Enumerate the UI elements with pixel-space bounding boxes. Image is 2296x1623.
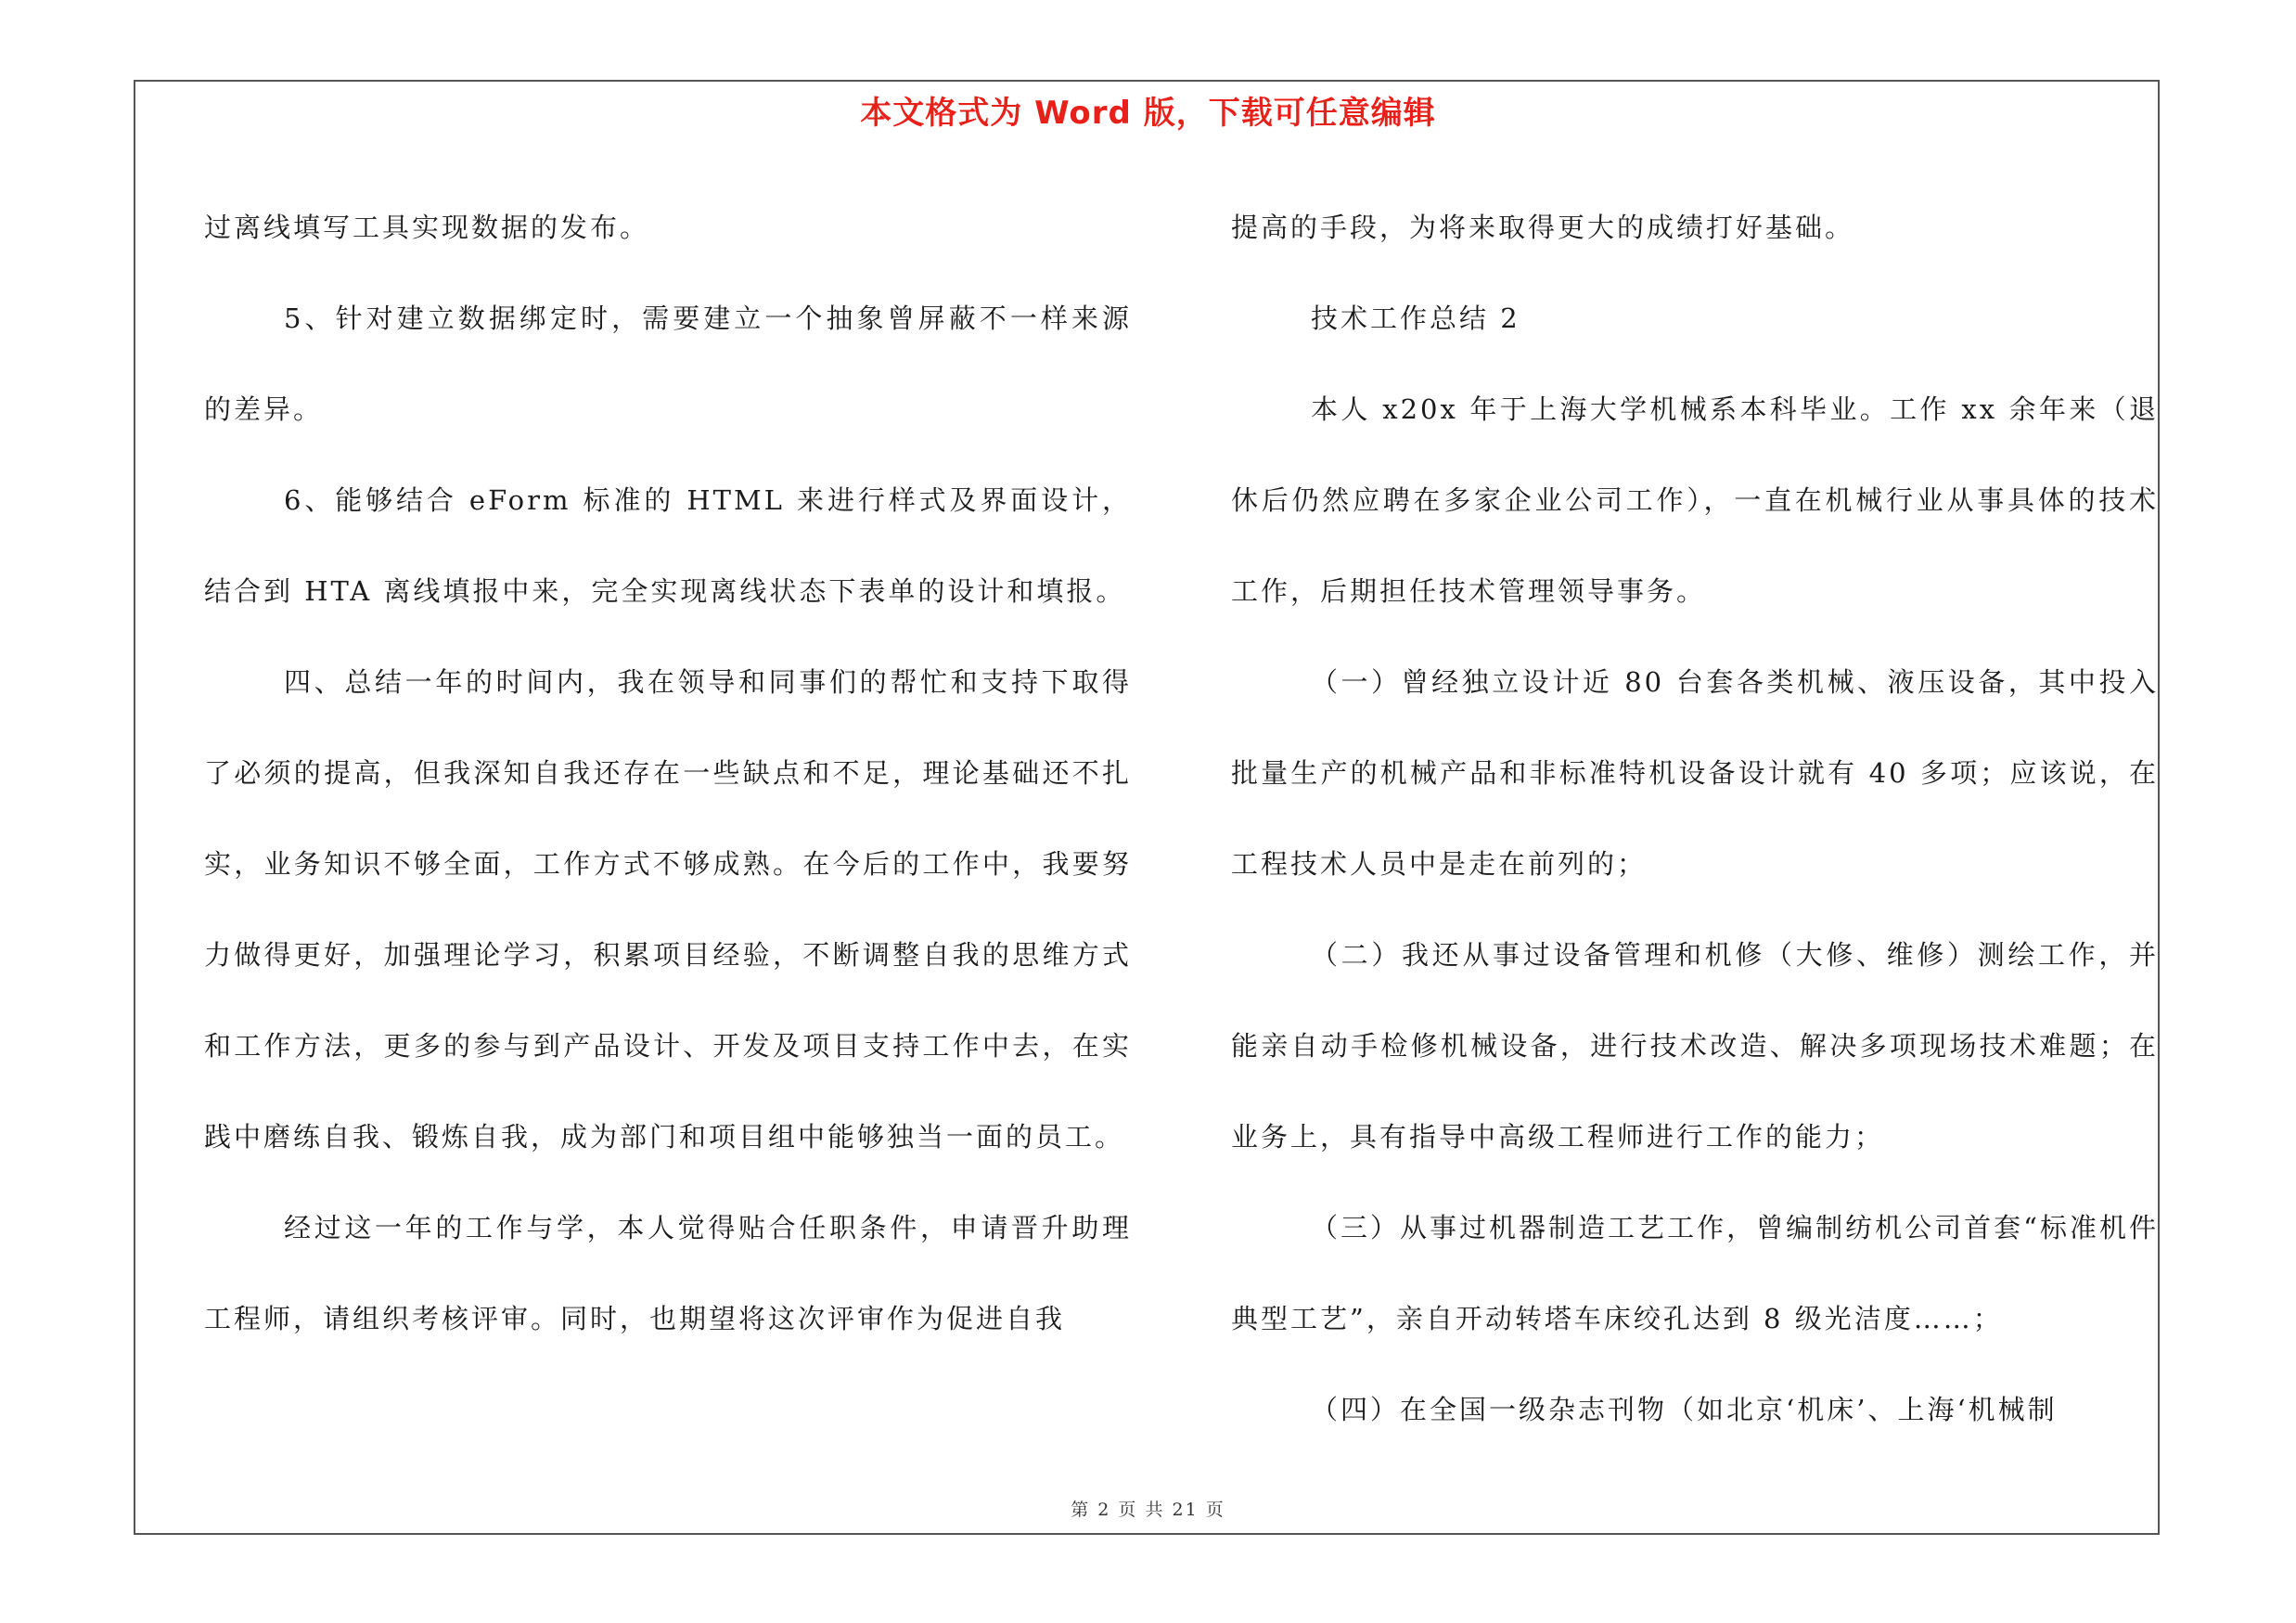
paragraph: （二）我还从事过设备管理和机修（大修、维修）测绘工作，并能亲自动手检修机械设备，进行技术改造、解决多项现场技术难题；在业务上，具有指导中高级工程师进行工作的能力；: [1231, 939, 2159, 1153]
section-heading: 技术工作总结 2: [1311, 303, 1520, 334]
paragraph: （四）在全国一级杂志刊物（如北京‘机床’、上海‘机械制: [1311, 1394, 2058, 1425]
paragraph: （一）曾经独立设计近 80 台套各类机械、液压设备，其中投入批量生产的机械产品和非标准特机设备设计就有 40 多项；应该说，在工程技术人员中是走在前列的；: [1231, 666, 2159, 880]
paragraph: 本人 x20x 年于上海大学机械系本科毕业。工作 xx 余年来（退休后仍然应聘在多家企业公司工作），一直在机械行业从事具体的技术工作，后期担任技术管理领导事务。: [1231, 393, 2159, 607]
right-text-column: [1231, 182, 2159, 1455]
paragraph: 经过这一年的工作与学，本人觉得贴合任职条件，申请晋升助理工程师，请组织考核评审。同时，也期望将这次评审作为促进自我: [204, 1212, 1132, 1334]
paragraph: 6、能够结合 eForm 标准的 HTML 来进行样式及界面设计，结合到 HTA 离线填报中来，完全实现离线状态下表单的设计和填报。: [204, 484, 1132, 607]
paragraph: 提高的手段，为将来取得更大的成绩打好基础。: [1231, 212, 1855, 243]
paragraph: 5、针对建立数据绑定时，需要建立一个抽象曾屏蔽不一样来源的差异。: [204, 303, 1132, 425]
paragraph: （三）从事过机器制造工艺工作，曾编制纺机公司首套“标准机件典型工艺”，亲自开动转塔车床绞孔达到 8 级光洁度……；: [1231, 1212, 2159, 1334]
word-format-banner: 本文格式为 Word 版，下载可任意编辑: [860, 95, 1436, 132]
paragraph: 四、总结一年的时间内，我在领导和同事们的帮忙和支持下取得了必须的提高，但我深知自我还存在一些缺点和不足，理论基础还不扎实，业务知识不够全面，工作方式不够成熟。在今后的工作中，我要努力做得更好，加强理论学习，积累项目经验，不断调整自我的思维方式和工作方法，更多的参与到产品设计、开发及项目支持工作中去，在实践中磨练自我、锻炼自我，成为部门和项目组中能够独当一面的员工。: [204, 666, 1132, 1153]
page-number-footer: 第 2 页 共 21 页: [1071, 1500, 1225, 1520]
left-text-column: [204, 182, 1132, 1364]
paragraph: 过离线填写工具实现数据的发布。: [204, 212, 650, 243]
